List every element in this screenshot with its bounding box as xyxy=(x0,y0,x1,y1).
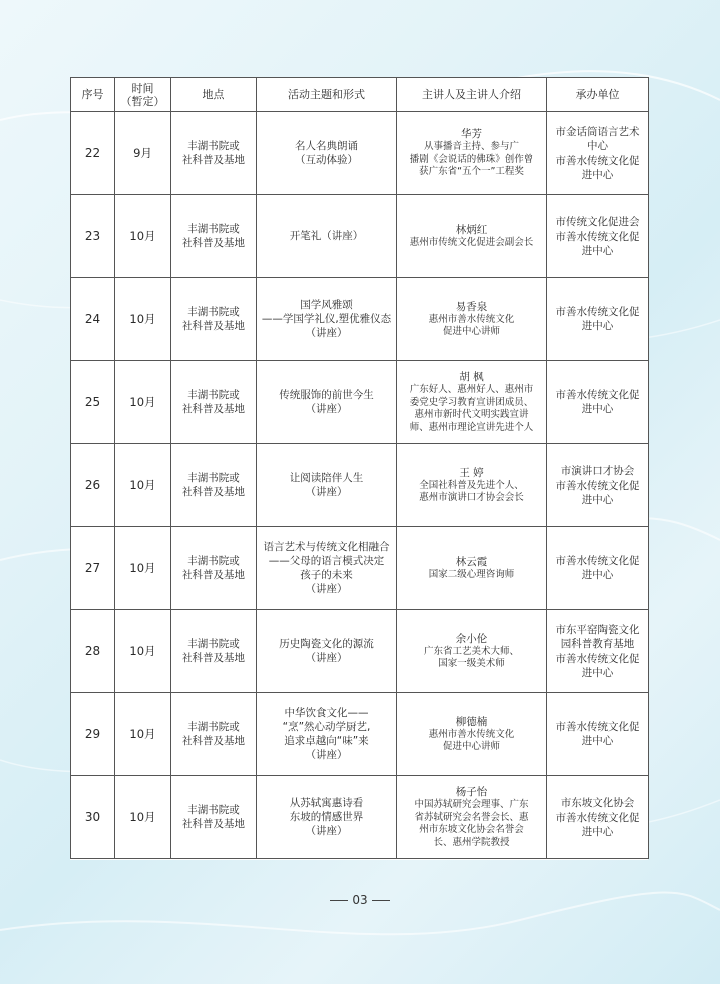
cell-month: 9月 xyxy=(115,112,171,195)
cell-speaker xyxy=(397,278,547,361)
place-line: 社科普及基地 xyxy=(182,403,245,415)
topic-line: （讲座） xyxy=(305,327,348,339)
host-unit xyxy=(550,154,645,182)
host-line: 进中心 xyxy=(581,735,614,747)
cell-place xyxy=(171,776,257,859)
table-row xyxy=(71,112,649,195)
cell-speaker xyxy=(397,361,547,444)
speaker-desc-line: 长、惠州学院教授 xyxy=(433,836,510,848)
cell-speaker xyxy=(397,195,547,278)
topic-line: （讲座） xyxy=(305,486,348,498)
topic-line: （讲座） xyxy=(305,583,348,595)
speaker-desc-line: 惠州市传统文化促进会副会长 xyxy=(409,236,534,248)
speaker-name: 柳德楠 xyxy=(455,715,488,728)
speaker-desc-line: 全国社科普及先进个人、 xyxy=(419,479,524,491)
speaker-desc-line: 惠州市新时代文明实践宣讲 xyxy=(414,409,529,420)
topic-line: 从苏轼寓惠诗看 xyxy=(289,797,364,809)
host-line: 市善水传统文化促 xyxy=(555,306,640,318)
table-header-row xyxy=(71,78,649,112)
host-line: 市金话筒语言艺术 xyxy=(555,125,640,138)
speaker-desc-line: 惠州市善水传统文化 xyxy=(428,313,515,325)
host-line: 进中心 xyxy=(581,168,614,181)
host-unit xyxy=(550,652,645,680)
cell-host xyxy=(547,361,649,444)
speaker-desc-line: 促进中心讲师 xyxy=(442,326,500,337)
place-line: 社科普及基地 xyxy=(182,735,245,747)
place-line: 社科普及基地 xyxy=(182,237,245,249)
place-line: 社科普及基地 xyxy=(182,154,245,166)
host-unit xyxy=(550,125,645,153)
place-line: 丰湖书院或 xyxy=(187,389,240,401)
cell-seq: 26 xyxy=(71,444,115,527)
speaker-desc-line: 师、惠州市理论宣讲先进个人 xyxy=(409,421,534,433)
place-line: 社科普及基地 xyxy=(182,569,245,581)
topic-line: 追求卓越向“味”来 xyxy=(284,735,369,747)
topic-line: 开笔礼（讲座） xyxy=(289,230,364,242)
cell-host xyxy=(547,776,649,859)
host-line: 进中心 xyxy=(581,244,614,257)
cell-seq: 29 xyxy=(71,693,115,776)
host-unit xyxy=(550,388,645,416)
host-unit xyxy=(550,796,645,810)
place-line: 社科普及基地 xyxy=(182,486,245,498)
host-unit xyxy=(550,230,645,258)
speaker-desc-line: 国家一级美术师 xyxy=(438,658,505,669)
host-line: 进中心 xyxy=(581,569,614,581)
host-line: 进中心 xyxy=(581,403,614,415)
place-line: 丰湖书院或 xyxy=(187,555,240,567)
topic-line: 名人名典朗诵 xyxy=(295,140,358,152)
cell-month: 10月 xyxy=(115,444,171,527)
place-line: 丰湖书院或 xyxy=(187,223,240,235)
place-line: 丰湖书院或 xyxy=(187,638,240,650)
topic-line: 国学风雅颂 xyxy=(300,299,353,311)
host-line: 市东坡文化协会 xyxy=(560,796,635,809)
speaker-name: 杨子怡 xyxy=(455,786,488,798)
topic-line: 孩子的未来 xyxy=(300,569,353,581)
cell-topic xyxy=(257,776,397,859)
place-line: 丰湖书院或 xyxy=(187,140,240,152)
host-line: 市善水传统文化促 xyxy=(555,555,640,567)
cell-month: 10月 xyxy=(115,776,171,859)
host-unit xyxy=(550,479,645,507)
page-number-text: 03 xyxy=(352,893,368,907)
place-line: 丰湖书院或 xyxy=(187,721,240,733)
table-row xyxy=(71,195,649,278)
header-time-line1: 时间 xyxy=(131,81,154,95)
cell-place xyxy=(171,278,257,361)
speaker-name: 林云霞 xyxy=(455,555,488,568)
host-unit xyxy=(550,720,645,748)
speaker-name: 华芳 xyxy=(461,128,482,141)
cell-host xyxy=(547,527,649,610)
place-line: 丰湖书院或 xyxy=(187,804,240,816)
place-line: 丰湖书院或 xyxy=(187,306,240,318)
cell-month: 10月 xyxy=(115,361,171,444)
host-line: 市善水传统文化促 xyxy=(555,811,640,824)
host-unit xyxy=(550,811,645,839)
cell-seq: 24 xyxy=(71,278,115,361)
host-unit xyxy=(550,215,645,229)
cell-topic xyxy=(257,527,397,610)
host-line: 市东平窑陶瓷文化 xyxy=(555,623,640,636)
table-row xyxy=(71,610,649,693)
speaker-desc-line: 播剧《会说话的佛珠》创作曾 xyxy=(409,153,534,165)
schedule-table xyxy=(70,77,649,859)
host-line: 进中心 xyxy=(581,493,614,506)
table-row xyxy=(71,444,649,527)
host-line: 园科普教育基地 xyxy=(560,637,635,650)
host-line: 市善水传统文化促 xyxy=(555,154,640,167)
header-time xyxy=(115,78,171,112)
speaker-desc-line: 从事播音主持、参与广 xyxy=(423,141,519,153)
host-line: 进中心 xyxy=(581,825,614,838)
header-seq: 序号 xyxy=(71,78,115,112)
topic-line: （讲座） xyxy=(305,749,348,761)
host-line: 市善水传统文化促 xyxy=(555,230,640,243)
place-line: 社科普及基地 xyxy=(182,320,245,332)
cell-host xyxy=(547,693,649,776)
speaker-desc-line: 广东好人、惠州好人、惠州市 xyxy=(409,384,534,395)
cell-place xyxy=(171,195,257,278)
speaker-name: 胡 枫 xyxy=(459,371,484,383)
cell-topic xyxy=(257,195,397,278)
host-line: 市善水传统文化促 xyxy=(555,389,640,401)
cell-speaker xyxy=(397,776,547,859)
topic-line: ——学国学礼仪,塑优雅仪态 xyxy=(261,313,392,325)
cell-place xyxy=(171,527,257,610)
host-unit xyxy=(550,464,645,478)
cell-topic xyxy=(257,361,397,444)
cell-month: 10月 xyxy=(115,527,171,610)
cell-topic xyxy=(257,444,397,527)
cell-host xyxy=(547,444,649,527)
topic-line: 语言艺术与传统文化相融合 xyxy=(263,541,390,553)
topic-line: （讲座） xyxy=(305,403,348,415)
host-line: 市善水传统文化促 xyxy=(555,652,640,665)
cell-host xyxy=(547,610,649,693)
cell-topic xyxy=(257,278,397,361)
cell-topic xyxy=(257,610,397,693)
cell-place xyxy=(171,444,257,527)
topic-line: （讲座） xyxy=(305,825,348,837)
host-unit xyxy=(550,554,645,582)
page-dash-left xyxy=(330,900,348,901)
header-topic: 活动主题和形式 xyxy=(257,78,397,112)
cell-seq: 22 xyxy=(71,112,115,195)
topic-line: 中华饮食文化—— xyxy=(284,707,369,719)
cell-month: 10月 xyxy=(115,610,171,693)
speaker-desc-line: 广东省工艺美术大师、 xyxy=(423,645,519,657)
table-row xyxy=(71,776,649,859)
cell-seq: 28 xyxy=(71,610,115,693)
speaker-name: 易香泉 xyxy=(455,300,488,313)
host-line: 进中心 xyxy=(581,666,614,679)
cell-speaker xyxy=(397,527,547,610)
speaker-desc-line: 中国苏轼研究会理事、广东 xyxy=(414,799,529,810)
header-place: 地点 xyxy=(171,78,257,112)
speaker-name: 王 婷 xyxy=(459,466,484,479)
speaker-desc-line: 省苏轼研究会名誉会长、惠 xyxy=(414,811,529,823)
speaker-name: 余小伦 xyxy=(455,632,488,645)
topic-line: 历史陶瓷文化的源流 xyxy=(279,638,374,650)
cell-speaker xyxy=(397,444,547,527)
topic-line: “烹”然心动学厨艺, xyxy=(282,721,371,733)
cell-speaker xyxy=(397,112,547,195)
topic-line: 让阅读陪伴人生 xyxy=(289,472,364,484)
place-line: 丰湖书院或 xyxy=(187,472,240,484)
host-line: 市善水传统文化促 xyxy=(555,479,640,492)
cell-place xyxy=(171,610,257,693)
table-row xyxy=(71,693,649,776)
speaker-desc-line: 促进中心讲师 xyxy=(442,741,500,752)
host-unit xyxy=(550,623,645,651)
table-row xyxy=(71,278,649,361)
cell-place xyxy=(171,693,257,776)
cell-topic xyxy=(257,693,397,776)
cell-month: 10月 xyxy=(115,278,171,361)
host-line: 中心 xyxy=(587,139,608,152)
cell-host xyxy=(547,278,649,361)
place-line: 社科普及基地 xyxy=(182,652,245,664)
cell-host xyxy=(547,195,649,278)
host-line: 进中心 xyxy=(581,320,614,332)
speaker-desc-line: 州市东坡文化协会名誉会 xyxy=(419,824,524,835)
cell-seq: 23 xyxy=(71,195,115,278)
header-host: 承办单位 xyxy=(547,78,649,112)
topic-line: （互动体验） xyxy=(295,154,358,166)
topic-line: （讲座） xyxy=(305,652,348,664)
table-row xyxy=(71,361,649,444)
cell-seq: 30 xyxy=(71,776,115,859)
cell-speaker xyxy=(397,610,547,693)
cell-seq: 27 xyxy=(71,527,115,610)
cell-host xyxy=(547,112,649,195)
topic-line: 传统服饰的前世今生 xyxy=(279,389,374,401)
header-time-line2: （暂定） xyxy=(120,94,165,108)
host-line: 市传统文化促进会 xyxy=(555,215,640,228)
host-unit xyxy=(550,305,645,333)
speaker-name: 林炳红 xyxy=(455,223,488,236)
host-line: 市演讲口才协会 xyxy=(560,464,635,477)
cell-month: 10月 xyxy=(115,195,171,278)
cell-seq: 25 xyxy=(71,361,115,444)
place-line: 社科普及基地 xyxy=(182,818,245,830)
table-row xyxy=(71,527,649,610)
page-number xyxy=(0,893,720,907)
speaker-desc-line: 委党史学习教育宣讲团成员、 xyxy=(409,396,534,408)
speaker-desc-line: 国家二级心理咨询师 xyxy=(428,568,515,580)
cell-place xyxy=(171,112,257,195)
topic-line: 东坡的情感世界 xyxy=(289,811,364,823)
host-line: 市善水传统文化促 xyxy=(555,721,640,733)
topic-line: ——父母的语言模式决定 xyxy=(268,555,385,567)
speaker-desc-line: 惠州市演讲口才协会会长 xyxy=(419,492,524,503)
cell-place xyxy=(171,361,257,444)
cell-speaker xyxy=(397,693,547,776)
cell-month: 10月 xyxy=(115,693,171,776)
cell-topic xyxy=(257,112,397,195)
speaker-desc-line: 惠州市善水传统文化 xyxy=(428,728,515,740)
page-dash-right xyxy=(372,900,390,901)
header-speaker: 主讲人及主讲人介绍 xyxy=(397,78,547,112)
speaker-desc-line: 获广东省“五个一”工程奖 xyxy=(419,166,524,178)
